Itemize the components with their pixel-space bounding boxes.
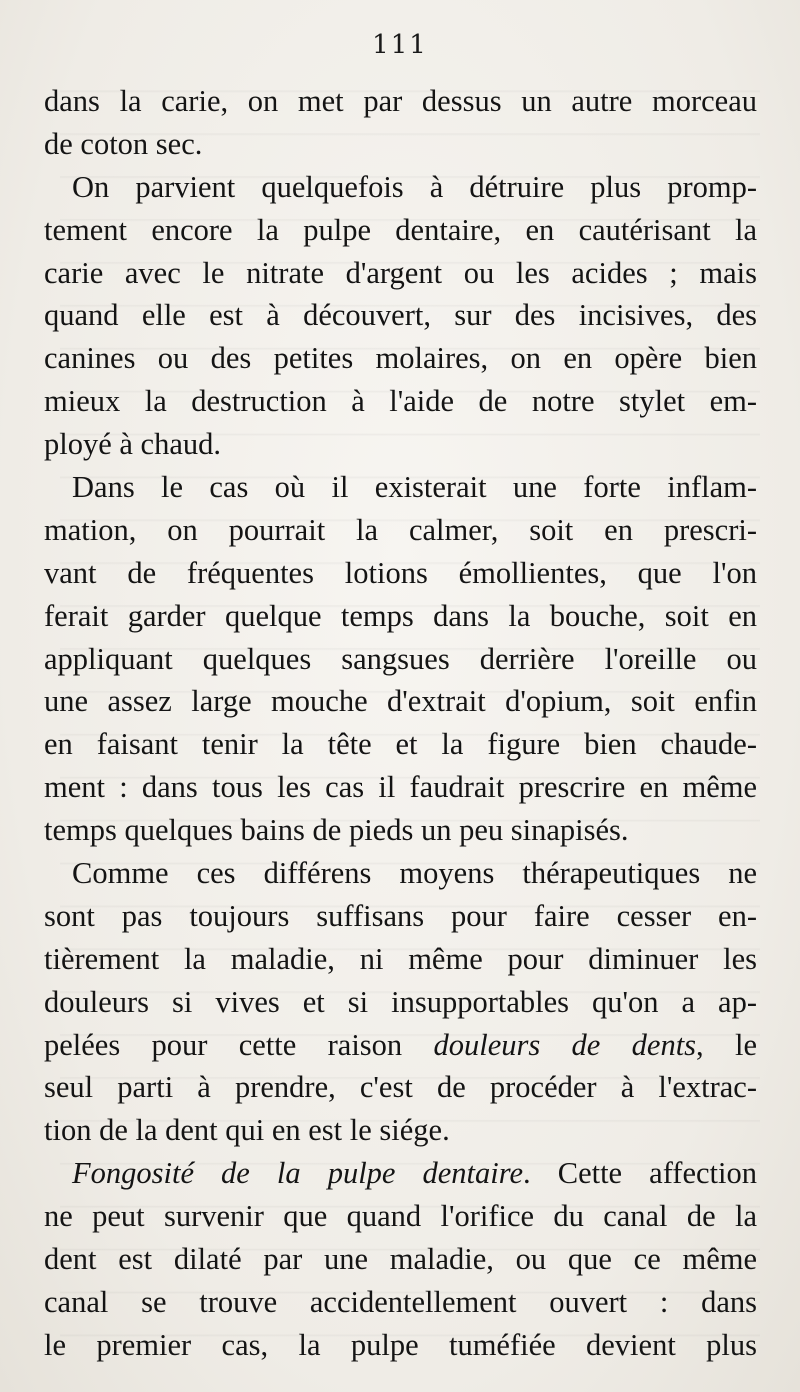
text-line: tièrement la maladie, ni même pour diminuer les xyxy=(44,941,757,976)
text-line: douleurs si vives et si insupportables qu'on a ap- xyxy=(44,984,757,1019)
text-line: quand elle est à découvert, sur des incisives, des xyxy=(44,298,757,333)
body-text xyxy=(44,80,757,1367)
text-line xyxy=(44,1024,757,1067)
text-line: ne peut survenir que quand l'orifice du canal de la xyxy=(44,1199,757,1234)
text-line: en faisant tenir la tête et la figure bien chaude- xyxy=(44,727,757,762)
text-line: ment : dans tous les cas il faudrait prescrire en même xyxy=(44,770,757,805)
text-line: seul parti à prendre, c'est de procéder à l'extrac- xyxy=(44,1070,757,1105)
text-line: de coton sec. xyxy=(44,126,203,161)
text-line: tion de la dent qui en est le siége. xyxy=(44,1113,450,1148)
text-line: le premier cas, la pulpe tuméfiée devient plus xyxy=(44,1327,757,1362)
text-line: dent est dilaté par une maladie, ou que ce même xyxy=(44,1242,757,1277)
text-segment: , le xyxy=(696,1027,758,1062)
text-line: canal se trouve accidentellement ouvert : dans xyxy=(44,1284,757,1319)
text-line: canines ou des petites molaires, on en opère bien xyxy=(44,341,757,376)
text-line: mieux la destruction à l'aide de notre stylet em- xyxy=(44,384,757,419)
text-line: appliquant quelques sangsues derrière l'oreille ou xyxy=(44,641,757,676)
text-line: temps quelques bains de pieds un peu sinapisés. xyxy=(44,813,629,848)
text-line: Dans le cas où il existerait une forte inflam- xyxy=(72,470,757,505)
text-line: sont pas toujours suffisans pour faire cesser en- xyxy=(44,898,757,933)
text-line: ployé à chaud. xyxy=(44,427,221,462)
text-line: vant de fréquentes lotions émollientes, que l'on xyxy=(44,555,757,590)
text-line: tement encore la pulpe dentaire, en cautérisant la xyxy=(44,212,757,247)
text-segment: . Cette affection xyxy=(523,1156,757,1191)
text-line: dans la carie, on met par dessus un autre morceau xyxy=(44,84,757,118)
text-line: mation, on pourrait la calmer, soit en prescri- xyxy=(44,512,757,547)
text-line: On parvient quelquefois à détruire plus promp- xyxy=(72,169,757,204)
text-line: Comme ces différens moyens thérapeutiques ne xyxy=(72,856,757,891)
text-line: une assez large mouche d'extrait d'opium, soit enfin xyxy=(44,684,757,719)
text-line xyxy=(44,1152,757,1195)
italic-term: douleurs de dents xyxy=(433,1027,697,1062)
text-line: ferait garder quelque temps dans la bouche, soit en xyxy=(44,598,757,633)
text-line: carie avec le nitrate d'argent ou les acides ; mais xyxy=(44,255,757,290)
page-number: 111 xyxy=(372,30,428,60)
italic-term: Fongosité de la pulpe dentaire xyxy=(72,1156,524,1191)
text-segment: pelées pour cette raison xyxy=(44,1027,434,1062)
